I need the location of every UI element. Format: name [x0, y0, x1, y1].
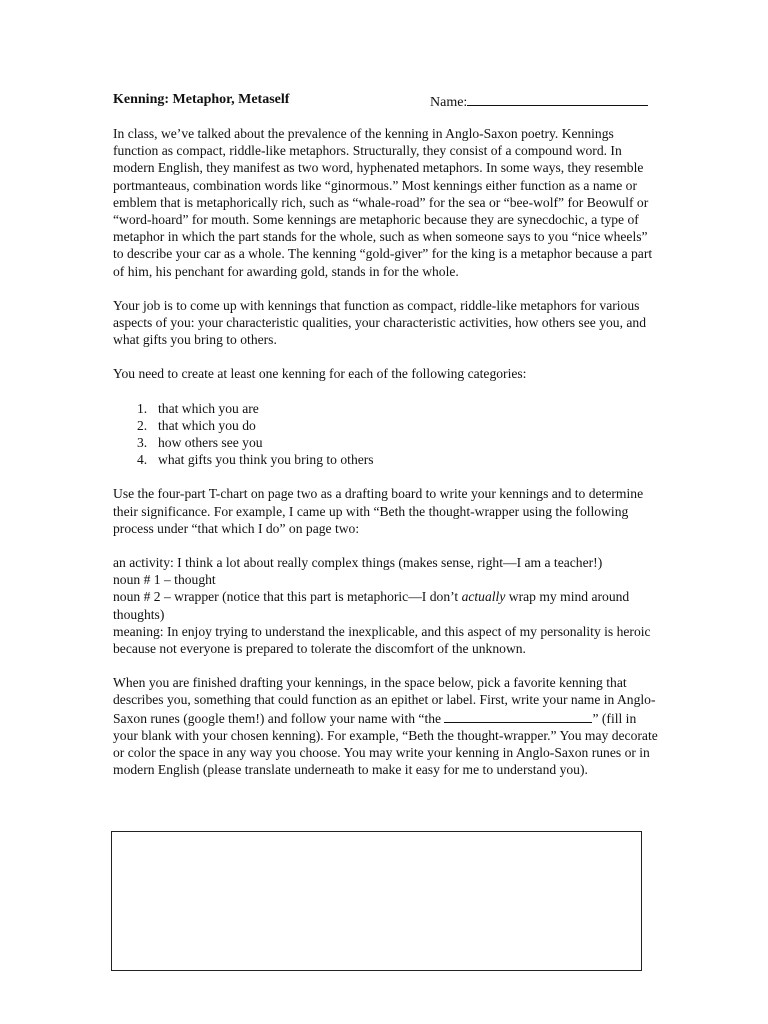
list-item	[113, 417, 658, 434]
final-instructions	[113, 674, 658, 778]
noun2-emphasis: actually	[461, 589, 506, 605]
list-item-text: what gifts you think you bring to others	[158, 452, 374, 468]
tchart-paragraph: Use the four-part T-chart on page two as a drafting board to write your kennings and to determine their significance. For example, I came up with “Beth the thought-wrapper using the following process under “that which I do” on page two:	[113, 486, 644, 536]
page-title: Kenning: Metaphor, Metaself	[113, 92, 290, 107]
example-noun1: noun # 1 – thought	[113, 572, 216, 588]
example-block	[113, 554, 658, 657]
kenning-drawing-box[interactable]	[111, 831, 642, 971]
list-item-number: 1.	[137, 400, 148, 416]
header	[113, 88, 658, 108]
list-item-text: that which you do	[158, 417, 256, 433]
worksheet	[113, 88, 658, 779]
final-text-part2: ” (fill in your blank with your chosen kenning). For example, “Beth the thought-wrapper.” You may decorate or color the space in any way you choose. You may write your kenning in Anglo-Saxon runes or in modern English (please translate underneath to make it easy for me to understand you).	[113, 710, 658, 778]
list-item-text: how others see you	[158, 435, 263, 451]
name-label: Name:	[430, 95, 468, 110]
name-blank-line	[467, 91, 648, 106]
category-list	[113, 400, 658, 469]
list-item-number: 4.	[137, 452, 148, 468]
list-item	[113, 434, 658, 451]
example-activity: an activity: I think a lot about really complex things (makes sense, right—I am a teacher!)	[113, 555, 603, 571]
noun2-text-after: wrap my mind around thoughts)	[113, 589, 630, 622]
example-meaning: meaning: In enjoy trying to understand the inexplicable, and this aspect of my personality is heroic because not everyone is prepared to tolerate the discomfort of the unknown.	[113, 623, 651, 657]
final-text-part1: When you are finished drafting your kennings, in the space below, pick a favorite kenning that describes you, something that could function as an epithet or label. First, write your name in Anglo-Saxon runes (google them!) and follow your name with “the	[113, 675, 656, 726]
list-item-number: 3.	[137, 435, 148, 451]
intro-paragraph: In class, we’ve talked about the prevalence of the kenning in Anglo-Saxon poetry. Kennings function as compact, riddle-like metaphors. Structurally, they consist of a compound word. In modern English, they manifest as two word, hyphenated metaphors. In some ways, they resemble portmanteaus, combination words like “ginormous.” Most kennings either function as a name or emblem that is metaphorically rich, such as “whale-road” for the sea or “bee-wolf” for Beowulf or “word-hoard” for mouth. Some kennings are metaphoric because they are synecdochic, a type of metaphor in which the part stands for the whole, such as when someone says to you “nice wheels” to describe your car as a whole. The kenning “gold-giver” for the king is a metaphor because a part of him, his penchant for awarding gold, stands in for the whole.	[113, 126, 653, 279]
example-noun2	[113, 588, 658, 622]
kenning-blank-line	[444, 709, 592, 723]
job-paragraph: Your job is to come up with kennings that function as compact, riddle-like metaphors for various aspects of you: your characteristic qualities, your characteristic activities, how others see you, and what gifts you bring to others.	[113, 297, 646, 348]
list-item-text: that which you are	[158, 400, 259, 416]
list-item	[113, 451, 658, 468]
name-field	[430, 91, 648, 111]
list-item	[113, 400, 658, 417]
categories-intro: You need to create at least one kenning for each of the following categories:	[113, 366, 527, 382]
noun2-text-before: noun # 2 – wrapper (notice that this part is metaphoric—I don’t	[113, 589, 462, 605]
list-item-number: 2.	[137, 417, 148, 433]
